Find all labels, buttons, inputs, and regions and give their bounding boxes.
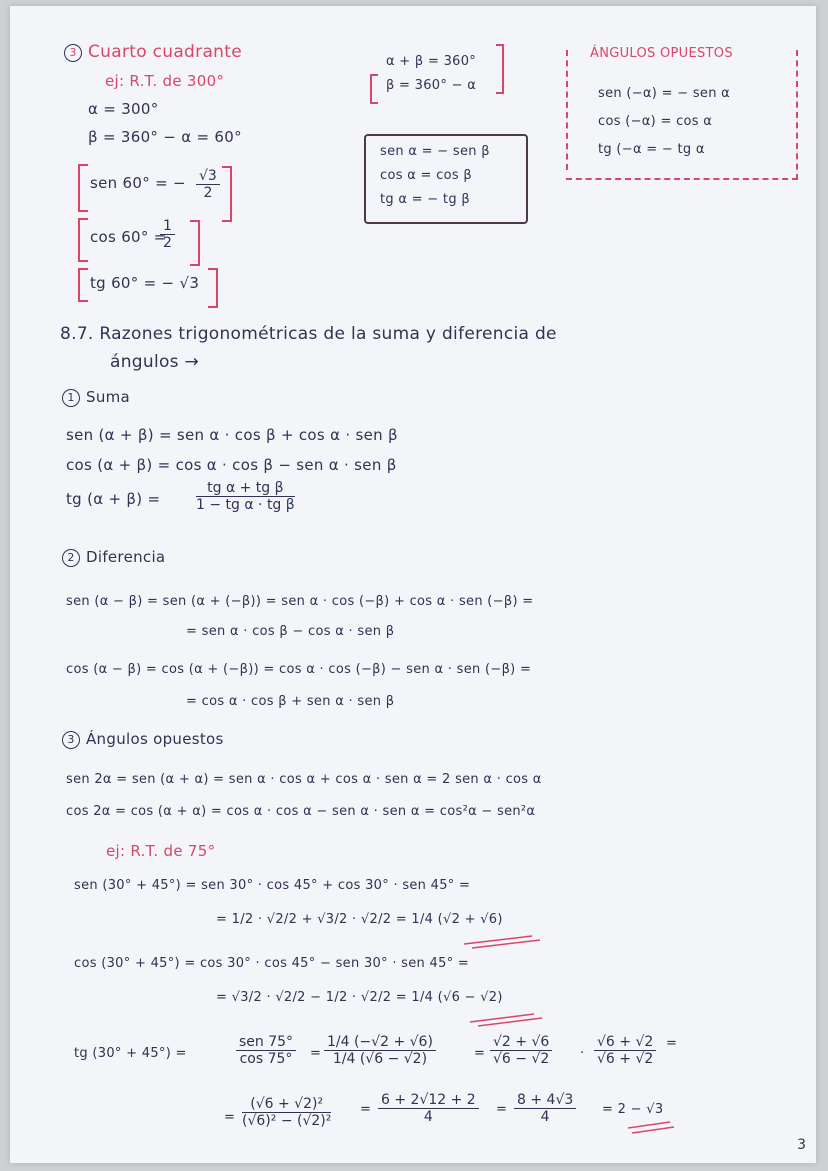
opuestos-sen: sen (−α) = − sen α	[598, 86, 731, 101]
ej75-tg-frac3	[490, 1034, 552, 1067]
ej75-tg-l2-frac2-num: 6 + 2√12 + 2	[378, 1092, 479, 1109]
suma-tg-num: tg α + tg β	[196, 480, 295, 497]
q4-example: ej: R.T. de 300°	[105, 72, 225, 90]
dif-cos-2: = cos α · cos β + sen α · sen β	[186, 694, 395, 709]
tg60-bracket-r	[208, 268, 218, 308]
ej75-tg-frac1-num: sen 75°	[236, 1034, 296, 1051]
section-87-title-2: ángulos →	[110, 352, 200, 372]
tg60-bracket-l	[78, 268, 88, 302]
mid-sum: α + β = 360°	[386, 54, 477, 69]
ej75-tg-l2-frac3-num: 8 + 4√3	[514, 1092, 576, 1109]
opuestos-title: ÁNGULOS OPUESTOS	[590, 46, 733, 61]
notebook-page	[10, 6, 816, 1163]
ej75-cos-1: cos (30° + 45°) = cos 30° · cos 45° − sen 30° · sen 45° =	[74, 956, 470, 971]
ej75-cos-2: = √3/2 · √2/2 − 1/2 · √2/2 = 1/4 (√6 − √2)	[216, 990, 503, 1005]
section-87-title: 8.7. Razones trigonométricas de la suma y diferencia de	[60, 324, 557, 344]
ej75-sen-2: = 1/2 · √2/2 + √3/2 · √2/2 = 1/4 (√2 + √6)	[216, 912, 503, 927]
cos60-bracket-l	[78, 218, 88, 262]
opuestos-cos: cos (−α) = cos α	[598, 114, 713, 129]
ej75-tg-l2-frac2	[378, 1092, 479, 1125]
tg60-text: tg 60° = − √3	[90, 274, 200, 292]
ej75-title: ej: R.T. de 75°	[106, 842, 216, 860]
sen60-frac-den: 2	[203, 185, 213, 201]
op2-number: 3	[62, 731, 80, 749]
dif-sen-2: = sen α · cos β − cos α · sen β	[186, 624, 395, 639]
opuestos-tg: tg (−α = − tg α	[598, 142, 705, 157]
mid-bracket-l	[370, 74, 378, 104]
ej75-tg-l2-frac2-den: 4	[423, 1109, 433, 1125]
cos-underline-squiggle	[468, 1008, 544, 1028]
sen60-bracket-l	[78, 164, 88, 212]
ej75-tg-frac2	[324, 1034, 436, 1067]
sen60-bracket-r	[222, 166, 232, 222]
suma-sen: sen (α + β) = sen α · cos β + cos α · sen β	[66, 426, 398, 444]
suma-tg: tg (α + β) =	[66, 490, 161, 508]
opuestos-bottom-border	[566, 178, 798, 180]
q4-beta: β = 360° − α = 60°	[88, 128, 242, 146]
q4-title: Cuarto cuadrante	[88, 42, 242, 62]
sen60-frac	[196, 168, 220, 201]
ej75-tg-l2-frac1-num: (√6 + √2)²	[242, 1096, 331, 1113]
eq-sign-3: =	[666, 1036, 678, 1051]
ej75-sen-1: sen (30° + 45°) = sen 30° · cos 45° + cos 30° · sen 45° =	[74, 878, 471, 893]
ej75-tg-frac3-num: √2 + √6	[490, 1034, 552, 1051]
ej75-tg-frac1	[236, 1034, 296, 1067]
suma-number: 1	[62, 389, 80, 407]
ej75-tg-frac2-den: 1/4 (√6 − √2)	[332, 1051, 428, 1067]
opuestos-left-border	[566, 50, 568, 170]
eq-sign-1: =	[310, 1046, 322, 1061]
op2-sen2a: sen 2α = sen (α + α) = sen α · cos α + cos α · sen α = 2 sen α · cos α	[66, 772, 542, 787]
suma-tg-frac	[196, 480, 295, 513]
suma-cos: cos (α + β) = cos α · cos β − sen α · sen β	[66, 456, 397, 474]
dif-cos-1: cos (α − β) = cos (α + (−β)) = cos α · cos (−β) − sen α · sen (−β) =	[66, 662, 532, 677]
ej75-tg-result: = 2 − √3	[602, 1102, 664, 1117]
q4-heading	[64, 42, 242, 62]
sen-underline-squiggle	[462, 930, 542, 950]
dif-number: 2	[62, 549, 80, 567]
op2-title: Ángulos opuestos	[86, 730, 224, 748]
ej75-tg-frac1-den: cos 75°	[239, 1051, 293, 1067]
mid-beta: β = 360° − α	[386, 78, 477, 93]
tg-underline-squiggle	[626, 1116, 676, 1136]
cos60-text: cos 60° =	[90, 228, 167, 246]
ej75-tg-l2-frac3-den: 4	[540, 1109, 550, 1125]
eq-sign-5: =	[360, 1102, 372, 1117]
eq-sign-2: =	[474, 1046, 486, 1061]
eq-sign-4: =	[224, 1110, 236, 1125]
ej75-tg-l2-frac3	[514, 1092, 576, 1125]
q4-alpha: α = 300°	[88, 100, 159, 118]
q4-number: 3	[64, 44, 82, 62]
dif-sen-1: sen (α − β) = sen (α + (−β)) = sen α · cos (−β) + cos α · sen (−β) =	[66, 594, 534, 609]
suma-heading	[62, 388, 130, 407]
suma-title: Suma	[86, 388, 131, 406]
ej75-tg-frac3-den: √6 − √2	[493, 1051, 550, 1067]
op2-heading	[62, 730, 224, 749]
cos60-bracket-r	[190, 220, 200, 266]
dif-heading	[62, 548, 165, 567]
ej75-tg-frac2-num: 1/4 (−√2 + √6)	[324, 1034, 436, 1051]
opuestos-right-border	[796, 50, 798, 180]
relation-cos: cos α = cos β	[380, 168, 472, 183]
eq-sign-6: =	[496, 1102, 508, 1117]
relation-tg: tg α = − tg β	[380, 192, 470, 207]
ej75-tg-frac4-num: √6 + √2	[594, 1034, 656, 1051]
mid-bracket-r	[496, 44, 504, 94]
ej75-tg-frac4-den: √6 + √2	[597, 1051, 654, 1067]
dif-title: Diferencia	[86, 548, 166, 566]
ej75-tg-frac4	[594, 1034, 656, 1067]
suma-tg-den: 1 − tg α · tg β	[196, 497, 295, 513]
ej75-tg-lhs: tg (30° + 45°) =	[74, 1046, 187, 1061]
sen60-text: sen 60° = −	[90, 174, 186, 192]
relation-sen: sen α = − sen β	[380, 144, 490, 159]
sen60-frac-num: √3	[196, 168, 220, 185]
ej75-tg-l2-frac1	[242, 1096, 331, 1129]
cos60-frac-den: 2	[163, 235, 172, 251]
cos60-frac	[160, 218, 175, 251]
op2-cos2a: cos 2α = cos (α + α) = cos α · cos α − sen α · sen α = cos²α − sen²α	[66, 804, 536, 819]
page-number: 3	[797, 1137, 806, 1153]
dot-sign: ·	[580, 1046, 585, 1061]
ej75-tg-l2-frac1-den: (√6)² − (√2)²	[242, 1113, 332, 1129]
cos60-frac-num: 1	[160, 218, 175, 235]
